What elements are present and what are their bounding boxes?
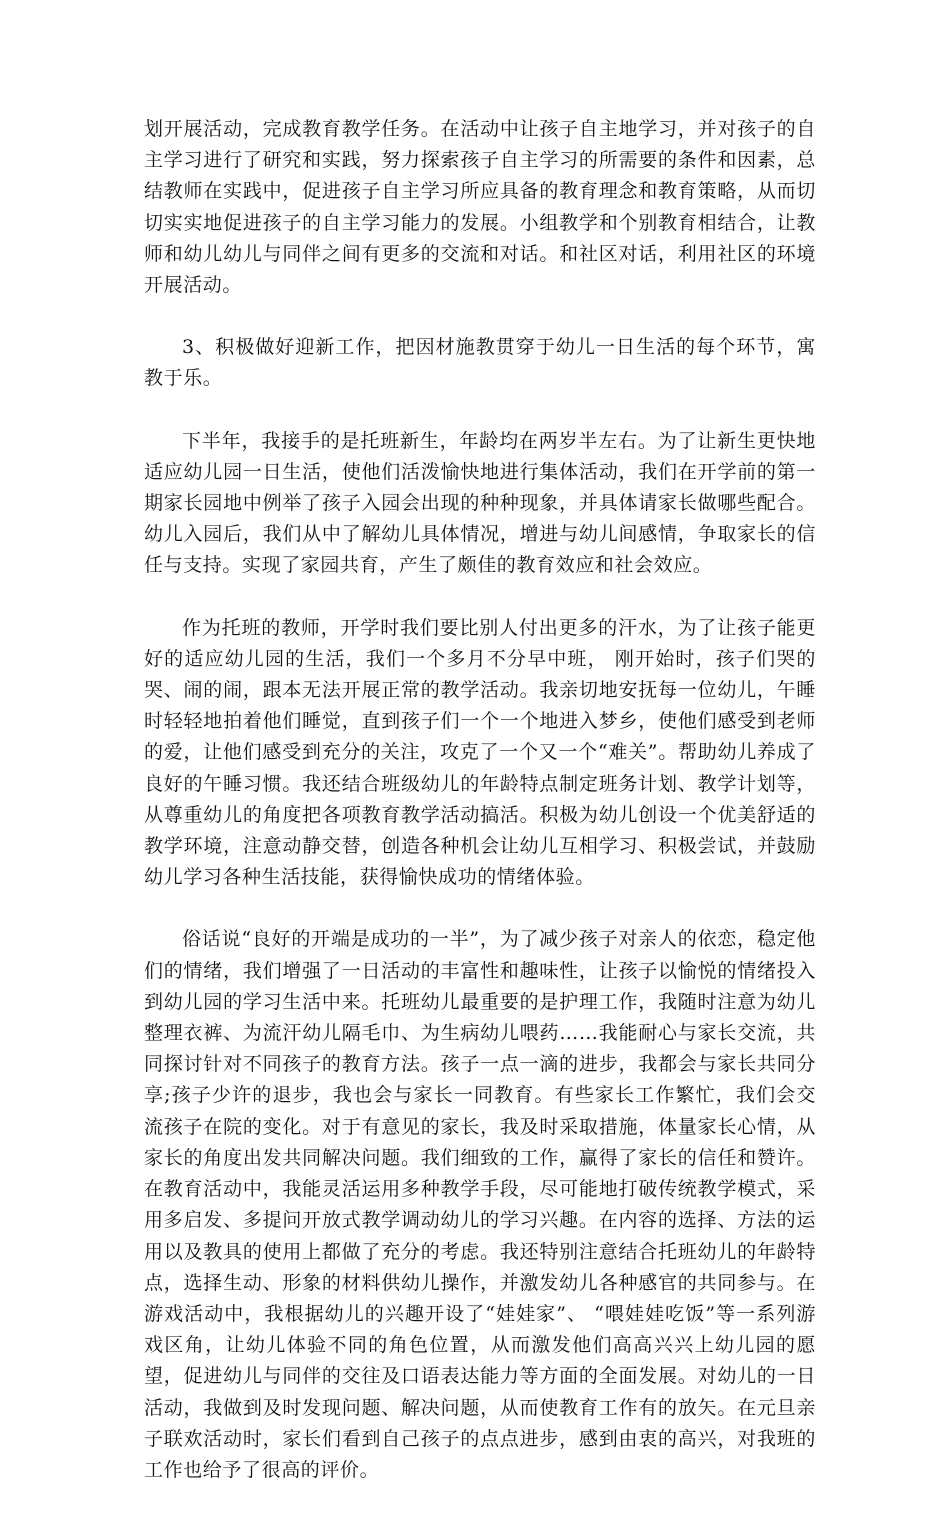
- paragraph-toddler-teacher: 作为托班的教师，开学时我们要比别人付出更多的汗水，为了让孩子能更好的适应幼儿园的生活，我们一个多月不分早中班， 刚开始时，孩子们哭的哭、闹的闹，跟本无法开展正常的教学活动。我亲切地安抚每一位幼儿，午睡时轻轻地拍着他们睡觉，直到孩子们一个一个地进入梦乡，使他们感受到老师的爱，让他们感受到充分的关注，攻克了一个又一个“难关”。帮助幼儿养成了良好的午睡习惯。我还结合班级幼儿的年龄特点制定班务计划、教学计划等，从尊重幼儿的角度把各项教育教学活动搞活。积极为幼儿创设一个优美舒适的教学环境，注意动静交替，创造各种机会让幼儿互相学习、积极尝试，并鼓励幼儿学习各种生活技能，获得愉快成功的情绪体验。: [144, 616, 816, 889]
- paragraph-section-3-heading: 3、积极做好迎新工作，把因材施教贯穿于幼儿一日生活的每个环节，寓教于乐。: [144, 336, 816, 390]
- document-body: [144, 114, 816, 1517]
- paragraph-new-students: 下半年，我接手的是托班新生，年龄均在两岁半左右。为了让新生更快地适应幼儿园一日生活，使他们活泼愉快地进行集体活动，我们在开学前的第一期家长园地中例举了孩子入园会出现的种种现象，并具体请家长做哪些配合。幼儿入园后，我们从中了解幼儿具体情况，增进与幼儿间感情，争取家长的信任与支持。实现了家园共育，产生了颇佳的教育效应和社会效应。: [144, 429, 816, 577]
- paragraph-good-start: 俗话说“良好的开端是成功的一半”，为了减少孩子对亲人的依恋，稳定他们的情绪，我们增强了一日活动的丰富性和趣味性，让孩子以愉悦的情绪投入到幼儿园的学习生活中来。托班幼儿最重要的是护理工作，我随时注意为幼儿整理衣裤、为流汗幼儿隔毛巾、为生病幼儿喂药……我能耐心与家长交流，共同探讨针对不同孩子的教育方法。孩子一点一滴的进步，我都会与家长共同分享;孩子少许的退步，我也会与家长一同教育。有些家长工作繁忙，我们会交流孩子在院的变化。对于有意见的家长，我及时采取措施，体量家长心情，从家长的角度出发共同解决问题。我们细致的工作，赢得了家长的信任和赞许。在教育活动中，我能灵活运用多种教学手段，尽可能地打破传统教学模式，采用多启发、多提问开放式教学调动幼儿的学习兴趣。在内容的选择、方法的运用以及教具的使用上都做了充分的考虑。我还特别注意结合托班幼儿的年龄特点，选择生动、形象的材料供幼儿操作，并激发幼儿各种感官的共同参与。在游戏活动中，我根据幼儿的兴趣开设了“娃娃家”、 “喂娃娃吃饭”等一系列游戏区角，让幼儿体验不同的角色位置，从而激发他们高高兴兴上幼儿园的愿望，促进幼儿与同伴的交往及口语表达能力等方面的全面发展。对幼儿的一日活动，我做到及时发现问题、解决问题，从而使教育工作有的放矢。在元旦亲子联欢活动时，家长们看到自己孩子的点点进步，感到由衷的高兴，对我班的工作也给予了很高的评价。: [144, 928, 816, 1481]
- paragraph-continuation: 划开展活动，完成教育教学任务。在活动中让孩子自主地学习，并对孩子的自主学习进行了研究和实践，努力探索孩子自主学习的所需要的条件和因素，总结教师在实践中，促进孩子自主学习所应具备的教育理念和教育策略，从而切切实实地促进孩子的自主学习能力的发展。小组教学和个别教育相结合，让教师和幼儿幼儿与同伴之间有更多的交流和对话。和社区对话，利用社区的环境开展活动。: [144, 118, 816, 297]
